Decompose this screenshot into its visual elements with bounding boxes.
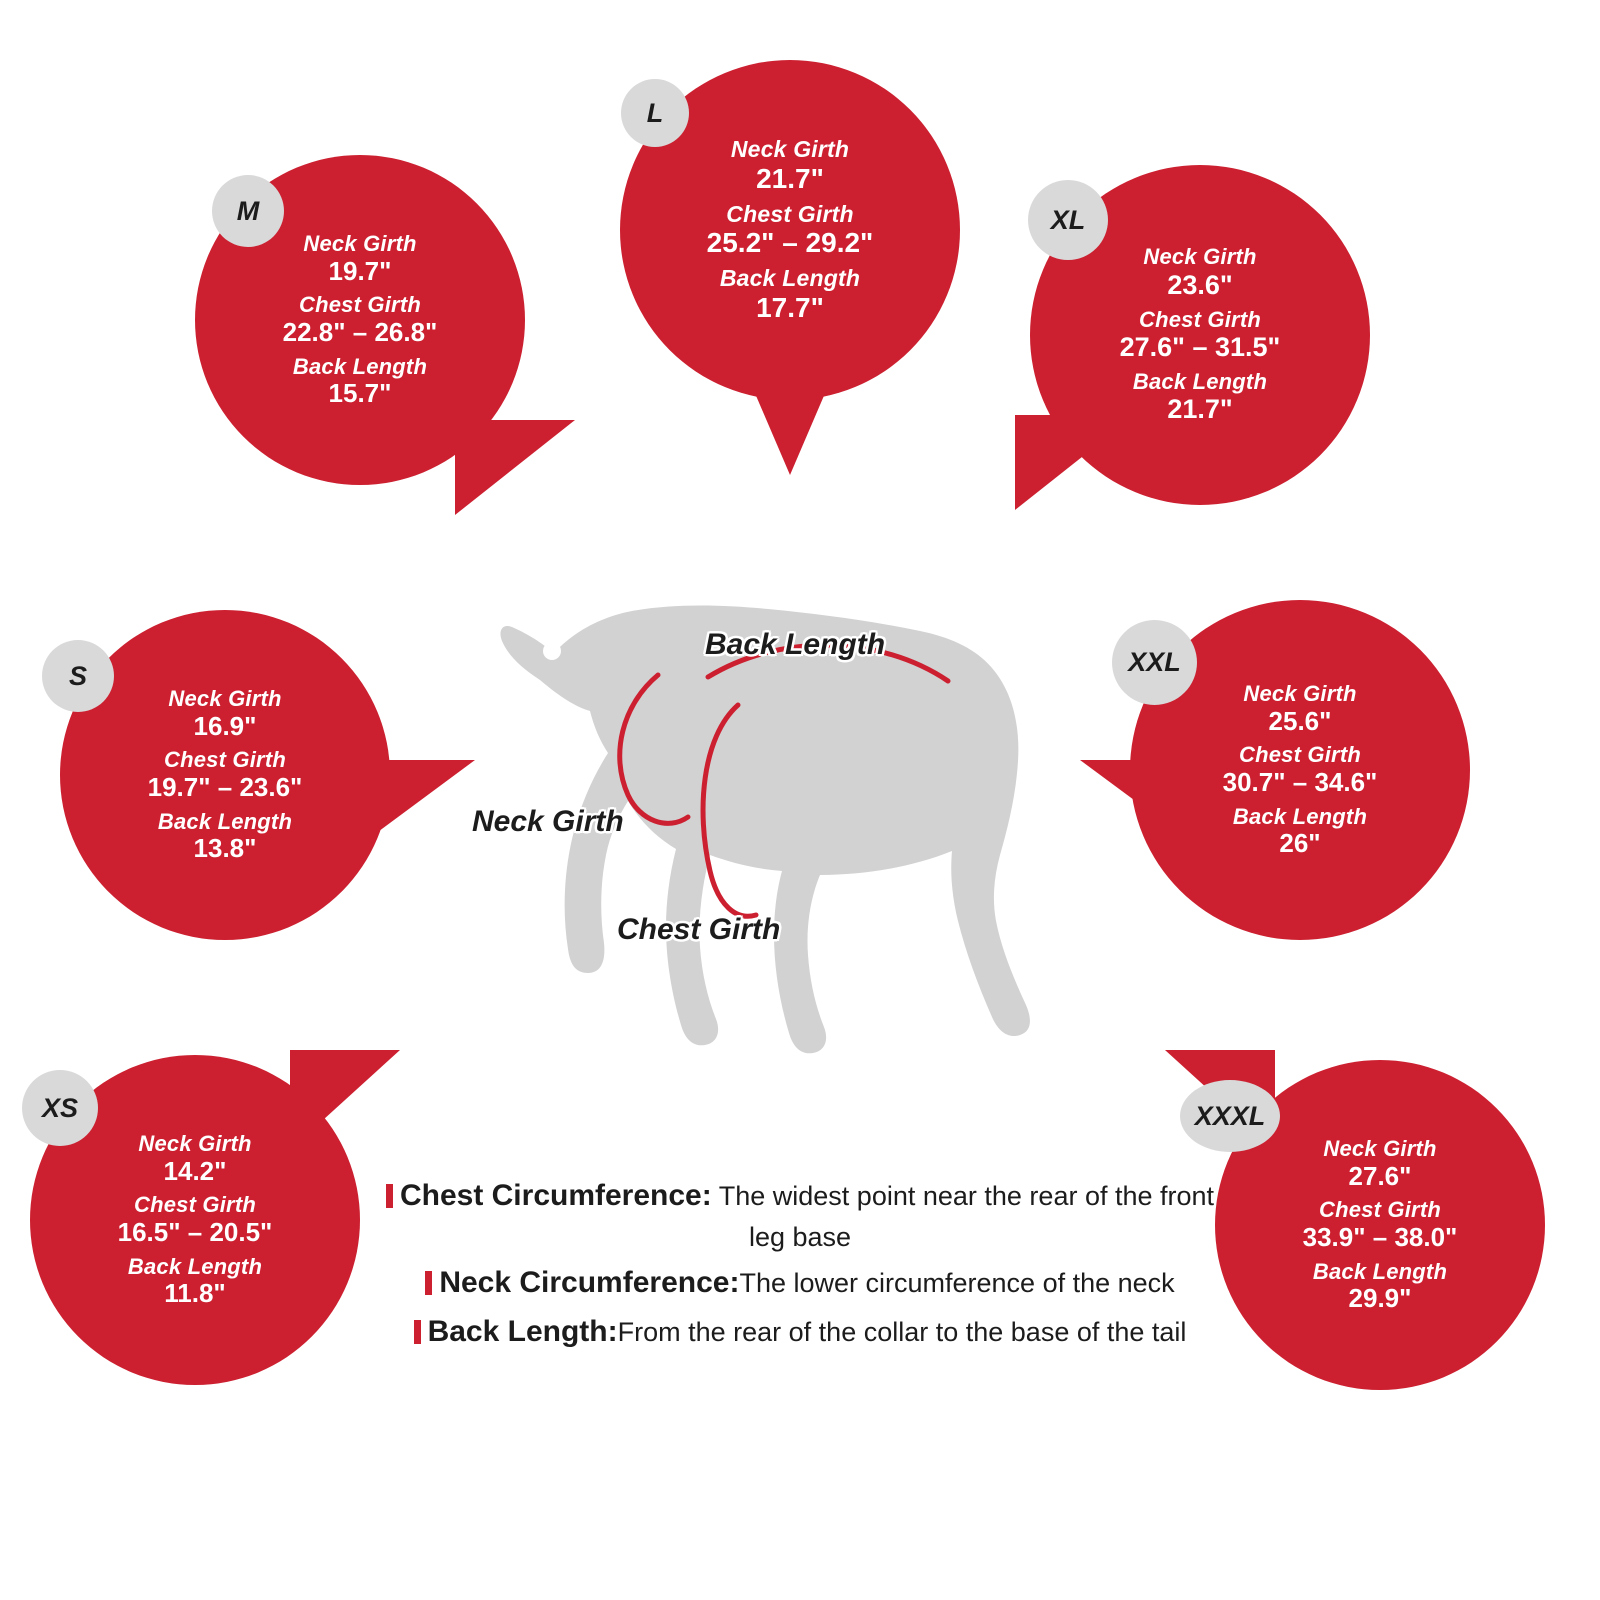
legend-bullet-icon <box>425 1271 432 1295</box>
bubble-m-row-0-value: 19.7" <box>328 255 392 286</box>
legend-bullet-icon <box>386 1184 393 1208</box>
bubble-l-row-0-value: 21.7" <box>756 162 824 194</box>
legend-item-chest <box>380 1175 1220 1256</box>
legend-item-back <box>380 1311 1220 1354</box>
callout-back-length: Back Length <box>705 628 886 661</box>
legend <box>380 1175 1220 1359</box>
legend-neck-separator: : <box>729 1265 740 1299</box>
legend-back-term: Back Length <box>427 1314 608 1348</box>
bubble-xl-row-0-value: 23.6" <box>1167 269 1233 300</box>
size-badge-m[interactable]: M <box>212 175 284 247</box>
bubble-xl-row-2-value: 21.7" <box>1167 394 1233 425</box>
legend-bullet-icon <box>414 1320 421 1344</box>
bubble-xs-row-2-value: 11.8" <box>164 1277 226 1308</box>
bubble-s-row-2-label: Back Length <box>157 808 293 834</box>
bubble-l-row-1-value: 25.2" – 29.2" <box>706 227 874 259</box>
bubble-xs-row-1-label: Chest Girth <box>134 1192 256 1218</box>
bubble-s-row-2-value: 13.8" <box>193 832 257 863</box>
bubble-xxl-row-2-value: 26" <box>1279 827 1321 858</box>
legend-back-separator: : <box>607 1314 618 1348</box>
bubble-m-row-1-label: Chest Girth <box>299 292 421 318</box>
legend-neck-desc: The lower circumference of the neck <box>739 1267 1175 1298</box>
size-badge-xxxl[interactable]: XXXL <box>1180 1080 1280 1152</box>
callout-chest-girth: Chest Girth <box>617 913 781 946</box>
bubble-xxxl-row-1-value: 33.9" – 38.0" <box>1302 1221 1458 1252</box>
legend-neck-term: Neck Circumference <box>439 1265 730 1299</box>
size-badge-s[interactable]: S <box>42 640 114 712</box>
bubble-xxxl-row-2-label: Back Length <box>1312 1258 1448 1284</box>
bubble-m-row-2-label: Back Length <box>292 353 428 379</box>
size-badge-xs[interactable]: XS <box>22 1070 98 1146</box>
bubble-xs-row-0-label: Neck Girth <box>138 1131 252 1157</box>
bubble-s-row-0-label: Neck Girth <box>168 686 282 712</box>
bubble-m-row-0-label: Neck Girth <box>303 231 417 257</box>
bubble-xs-row-1-value: 16.5" – 20.5" <box>117 1216 273 1247</box>
legend-chest-separator: : <box>701 1179 712 1212</box>
bubble-l-row-0-label: Neck Girth <box>730 136 850 163</box>
size-badge-l[interactable]: L <box>621 79 689 147</box>
bubble-xxl-row-0-label: Neck Girth <box>1243 681 1357 707</box>
bubble-xxl-row-1-value: 30.7" – 34.6" <box>1222 766 1378 797</box>
bubble-xs-row-2-label: Back Length <box>127 1253 263 1279</box>
bubble-xs-row-0-value: 14.2" <box>163 1155 227 1186</box>
bubble-s-row-1-label: Chest Girth <box>164 747 286 773</box>
callout-neck-girth: Neck Girth <box>472 805 624 838</box>
bubble-xxxl-row-2-value: 29.9" <box>1348 1282 1412 1313</box>
size-badge-xl[interactable]: XL <box>1028 180 1108 260</box>
size-badge-xxl[interactable]: XXL <box>1112 620 1197 705</box>
bubble-m-row-2-value: 15.7" <box>328 377 392 408</box>
bubble-xl-row-0-label: Neck Girth <box>1143 244 1257 270</box>
bubble-xl-row-1-value: 27.6" – 31.5" <box>1119 332 1281 363</box>
bubble-xl-row-1-label: Chest Girth <box>1139 306 1261 332</box>
bubble-xxl-row-0-value: 25.6" <box>1268 705 1332 736</box>
bubble-l-row-1-label: Chest Girth <box>726 200 854 227</box>
bubble-xxl-row-2-label: Back Length <box>1232 803 1368 829</box>
bubble-l-row-2-label: Back Length <box>719 265 861 292</box>
legend-back-desc: From the rear of the collar to the base of the tail <box>617 1316 1187 1347</box>
bubble-xxxl-row-0-value: 27.6" <box>1348 1160 1412 1191</box>
bubble-m-row-1-value: 22.8" – 26.8" <box>282 316 438 347</box>
bubble-l-row-2-value: 17.7" <box>756 291 824 323</box>
bubble-xxxl-row-0-label: Neck Girth <box>1323 1136 1437 1162</box>
bubble-xl-row-2-label: Back Length <box>1132 369 1268 395</box>
bubble-s-row-0-value: 16.9" <box>193 710 257 741</box>
legend-item-neck <box>380 1262 1220 1305</box>
bubble-xxl-row-1-label: Chest Girth <box>1239 742 1361 768</box>
legend-chest-term: Chest Circumference <box>399 1179 702 1212</box>
bubble-s-row-1-value: 19.7" – 23.6" <box>147 771 303 802</box>
legend-chest-desc: The widest point near the rear of the front leg base <box>711 1181 1215 1252</box>
bubble-xxxl-row-1-label: Chest Girth <box>1319 1197 1441 1223</box>
